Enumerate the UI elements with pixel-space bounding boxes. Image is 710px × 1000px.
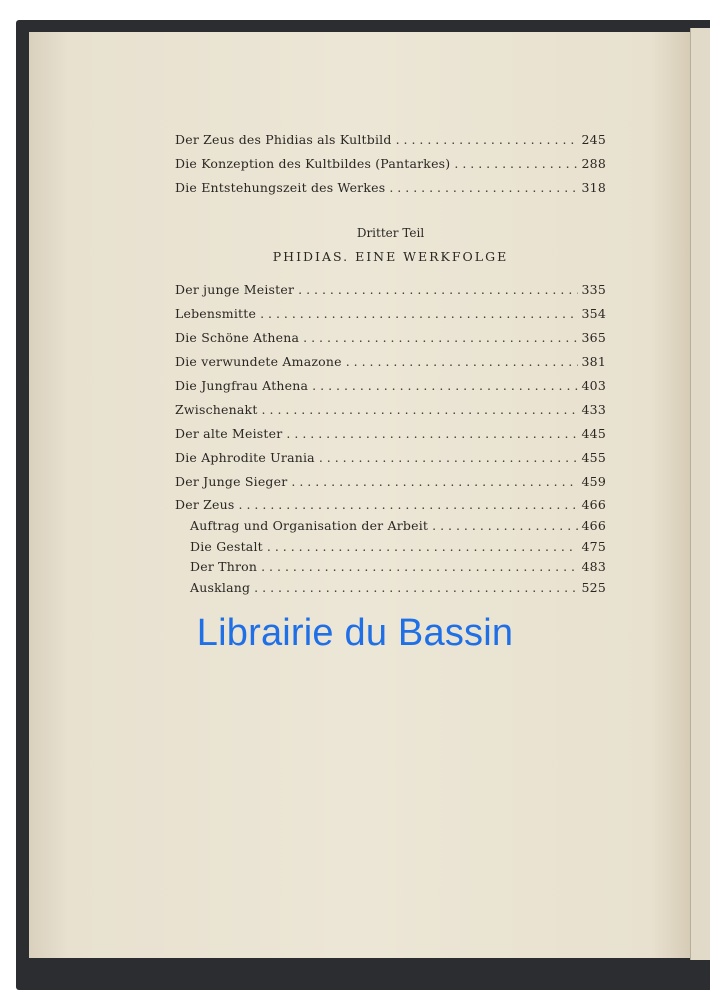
toc-entry-title: Zwischenakt [175, 402, 258, 417]
toc-entry-title: Die Gestalt [190, 539, 263, 554]
toc-entry-title: Die Entstehungszeit des Werkes [175, 180, 386, 195]
part-title: PHIDIAS. EINE WERKFOLGE [272, 249, 509, 264]
toc-entry-page: 466 [581, 518, 606, 533]
toc-entry-page: 288 [581, 156, 606, 171]
toc-entry [175, 426, 606, 446]
dot-leader [262, 402, 578, 417]
toc-entry-page: 365 [581, 330, 606, 345]
toc-subentry [190, 518, 606, 538]
toc-entry-title: Der Zeus [175, 497, 235, 512]
toc-entry-page: 335 [581, 282, 606, 297]
toc-entry [175, 330, 606, 350]
part-label: Dritter Teil [356, 226, 425, 240]
toc-entry [175, 497, 606, 517]
dot-leader [432, 518, 577, 533]
toc-entry-title: Der junge Meister [175, 282, 295, 297]
toc-entry-title: Die Schöne Athena [175, 330, 300, 345]
toc-entry-title: Der alte Meister [175, 426, 283, 441]
dot-leader [286, 426, 577, 441]
toc-entry-page: 445 [581, 426, 606, 441]
toc-subentry [190, 580, 606, 600]
dot-leader [389, 180, 577, 195]
toc-entry [175, 282, 606, 302]
toc-entry-page: 354 [581, 306, 606, 321]
toc-entry-page: 459 [581, 474, 606, 489]
toc-entry-page: 466 [581, 497, 606, 512]
toc-entry [175, 474, 606, 494]
dot-leader [291, 474, 577, 489]
toc-entry-page: 433 [581, 402, 606, 417]
dot-leader [254, 580, 577, 595]
dot-leader [454, 156, 577, 171]
toc-subentry [190, 539, 606, 559]
dot-leader [319, 450, 578, 465]
toc-subentry [190, 559, 606, 579]
toc-entry-page: 318 [581, 180, 606, 195]
toc-entry [175, 132, 606, 152]
dot-leader [239, 497, 578, 512]
dot-leader [312, 378, 577, 393]
dot-leader [261, 559, 577, 574]
toc-entry-title: Die Konzeption des Kultbildes (Pantarkes) [175, 156, 451, 171]
toc-entry-title: Lebensmitte [175, 306, 257, 321]
toc-entry-title: Die Aphrodite Urania [175, 450, 315, 465]
toc-entry [175, 306, 606, 326]
toc-entry-title: Die verwundete Amazone [175, 354, 342, 369]
toc-entry-page: 245 [581, 132, 606, 147]
dot-leader [260, 306, 577, 321]
dot-leader [298, 282, 577, 297]
toc-entry [175, 354, 606, 374]
toc-entry-title: Ausklang [190, 580, 251, 595]
toc-entry-page: 475 [581, 539, 606, 554]
toc-entry-title: Der Junge Sieger [175, 474, 288, 489]
toc-entry-title: Der Thron [190, 559, 258, 574]
toc-entry-page: 455 [581, 450, 606, 465]
toc-entry-page: 403 [581, 378, 606, 393]
toc-entry [175, 180, 606, 200]
watermark: Librairie du Bassin [196, 612, 514, 654]
toc-entry [175, 378, 606, 398]
toc-entry-title: Auftrag und Organisation der Arbeit [190, 518, 429, 533]
toc-entry [175, 156, 606, 176]
dot-leader [396, 132, 578, 147]
toc-entry [175, 402, 606, 422]
dot-leader [303, 330, 577, 345]
toc-entry-title: Der Zeus des Phidias als Kultbild [175, 132, 392, 147]
toc-entry-page: 525 [581, 580, 606, 595]
dot-leader [267, 539, 578, 554]
toc-entry-page: 381 [581, 354, 606, 369]
toc-entry [175, 450, 606, 470]
toc-entry-page: 483 [581, 559, 606, 574]
facing-page-edge [690, 28, 710, 960]
dot-leader [346, 354, 578, 369]
toc-entry-title: Die Jungfrau Athena [175, 378, 309, 393]
